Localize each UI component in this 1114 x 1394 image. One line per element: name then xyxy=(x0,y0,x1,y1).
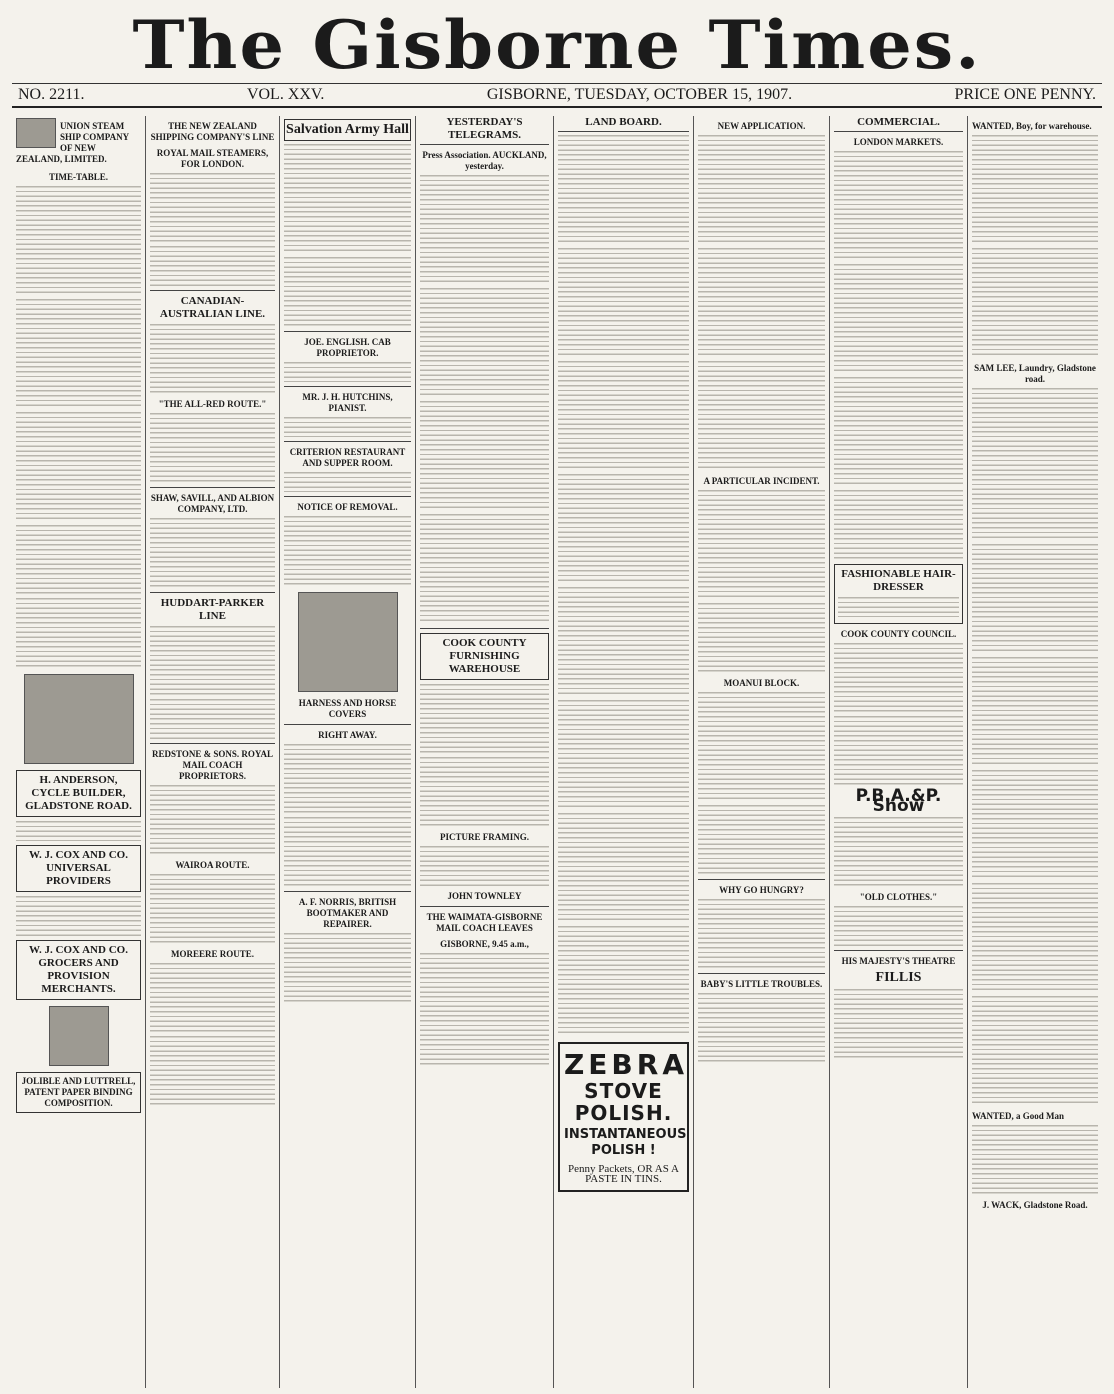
text-block xyxy=(698,490,825,600)
text-block xyxy=(972,883,1098,993)
text-block xyxy=(150,324,275,394)
divider xyxy=(150,487,275,488)
text-block xyxy=(972,770,1098,880)
divider xyxy=(150,592,275,593)
waimata-coach-ad: THE WAIMATA-GISBORNE MAIL COACH LEAVES xyxy=(426,912,543,933)
text-block xyxy=(972,135,1098,245)
price: PRICE ONE PENNY. xyxy=(954,86,1096,103)
particular-incident: A PARTICULAR INCIDENT. xyxy=(703,476,820,486)
nz-shipping-headline: THE NEW ZEALAND SHIPPING COMPANY'S LINE xyxy=(150,121,275,142)
divider xyxy=(284,724,411,725)
dateline xyxy=(12,84,1102,108)
divider xyxy=(284,496,411,497)
text-block xyxy=(558,135,689,245)
text-block xyxy=(16,525,141,595)
text-block xyxy=(420,757,549,827)
masthead-title: The Gisborne Times. xyxy=(132,5,982,84)
divider xyxy=(420,628,549,629)
text-block xyxy=(834,989,963,1059)
cox-providers-ad: W. J. COX AND CO. UNIVERSAL PROVIDERS xyxy=(16,845,141,892)
saddle-illustration xyxy=(298,592,398,692)
divider xyxy=(284,891,411,892)
london-markets: LONDON MARKETS. xyxy=(853,137,944,147)
text-block xyxy=(150,1036,275,1106)
divider xyxy=(284,386,411,387)
divider xyxy=(698,973,825,974)
cook-county-furnishing-ad: COOK COUNTY FURNISHING WAREHOUSE xyxy=(420,633,549,680)
john-townley-ad: JOHN TOWNLEY xyxy=(447,891,522,901)
column-7 xyxy=(830,116,968,1388)
moreere-route: MOREERE ROUTE. xyxy=(170,949,254,959)
cook-county-council: COOK COUNTY COUNCIL. xyxy=(840,629,957,639)
text-block xyxy=(284,933,411,1003)
text-block xyxy=(972,544,1098,654)
text-block xyxy=(150,874,275,944)
text-block xyxy=(698,993,825,1063)
text-block xyxy=(698,805,825,875)
text-block xyxy=(420,401,549,511)
text-block xyxy=(16,186,141,296)
text-block xyxy=(420,288,549,398)
old-clothes: "OLD CLOTHES." xyxy=(859,892,938,903)
text-block xyxy=(698,603,825,673)
trade-mark-illustration xyxy=(49,1006,109,1066)
union-steam-headline: UNION STEAM SHIP COMPANY OF NEW ZEALAND, LIMITED. xyxy=(16,121,129,164)
sam-lee-ad: SAM LEE, Laundry, Gladstone road. xyxy=(974,363,1096,384)
place-date: GISBORNE, TUESDAY, OCTOBER 15, 1907. xyxy=(486,86,793,103)
why-go-hungry: WHY GO HUNGRY? xyxy=(719,885,804,895)
text-block xyxy=(558,474,689,584)
column-3 xyxy=(280,116,416,1388)
canadian-australian-ad: CANADIAN-AUSTRALIAN LINE. xyxy=(159,295,266,320)
text-block xyxy=(284,144,411,254)
harness-ad: HARNESS AND HORSE COVERS xyxy=(298,698,397,719)
timetable-heading: TIME-TABLE. xyxy=(48,172,109,182)
text-block xyxy=(284,472,411,492)
column-1 xyxy=(12,116,146,1388)
text-block xyxy=(558,926,689,1036)
babys-little-troubles: BABY'S LITTLE TROUBLES. xyxy=(700,979,823,989)
nz-shipping-sub: ROYAL MAIL STEAMERS, FOR LONDON. xyxy=(156,148,269,169)
divider xyxy=(150,743,275,744)
text-block xyxy=(834,817,963,887)
text-block xyxy=(972,248,1098,358)
ship-logo-illustration xyxy=(16,118,56,148)
text-block xyxy=(698,248,825,358)
text-block xyxy=(698,361,825,471)
text-block xyxy=(150,699,275,739)
huddart-parker-ad: HUDDART-PARKER LINE xyxy=(160,597,265,622)
text-block xyxy=(558,700,689,810)
zebra-foot: Penny Packets, OR AS A PASTE IN TINS. xyxy=(568,1163,679,1185)
right-away-ad: RIGHT AWAY. xyxy=(318,730,377,740)
his-majestys-theatre: HIS MAJESTY'S THEATRE xyxy=(841,956,956,967)
text-block xyxy=(16,299,141,409)
wairoa-route: WAIROA ROUTE. xyxy=(175,860,250,870)
divider xyxy=(420,906,549,907)
salvation-army-headline: Salvation Army Hall xyxy=(284,119,411,141)
columns xyxy=(12,116,1102,1388)
text-block xyxy=(972,388,1098,428)
hairdresser-ad: FASHIONABLE HAIR- DRESSER xyxy=(834,564,963,624)
text-block xyxy=(420,175,549,285)
hutchins-ad: MR. J. H. HUTCHINS, PIANIST. xyxy=(302,392,393,413)
text-block xyxy=(284,362,411,382)
wanted-boy: WANTED, Boy, for warehouse. xyxy=(972,121,1092,131)
pba-show-headline: P.B.A.&P. Show xyxy=(855,786,942,816)
text-block xyxy=(284,516,411,586)
cyclist-illustration xyxy=(24,674,134,764)
text-block xyxy=(150,626,275,696)
text-block xyxy=(972,996,1098,1106)
cox-grocers-ad: W. J. COX AND CO. GROCERS AND PROVISION MERCHANTS. xyxy=(16,940,141,1000)
picture-framing-ad: PICTURE FRAMING. xyxy=(440,832,529,842)
zebra-name: ZEBRA xyxy=(564,1048,689,1081)
column-5 xyxy=(554,116,694,1388)
shaw-savill-ad: SHAW, SAVILL, AND ALBION COMPANY, LTD. xyxy=(150,493,275,514)
zebra-sub: STOVE POLISH. xyxy=(574,1079,673,1125)
text-block xyxy=(420,996,549,1066)
divider xyxy=(150,290,275,291)
text-block xyxy=(16,821,141,841)
zebra-tag: INSTANTANEOUS POLISH ! xyxy=(564,1127,687,1158)
column-6 xyxy=(694,116,830,1388)
text-block xyxy=(420,514,549,624)
anderson-ad: H. ANDERSON, CYCLE BUILDER, GLADSTONE ROAD. xyxy=(16,770,141,817)
text-block xyxy=(558,361,689,471)
column-4 xyxy=(416,116,554,1388)
redstone-coach-ad: REDSTONE & SONS. ROYAL MAIL COACH PROPRIETORS. xyxy=(151,749,274,781)
text-block xyxy=(834,643,963,713)
masthead xyxy=(12,6,1102,84)
divider xyxy=(698,879,825,880)
telegrams-sub: Press Association. AUCKLAND, yesterday. xyxy=(422,150,547,171)
text-block xyxy=(834,906,963,946)
new-application-headline: NEW APPLICATION. xyxy=(717,121,806,131)
text-block xyxy=(972,1125,1098,1195)
wanted-good-man: WANTED, a Good Man xyxy=(972,1111,1065,1121)
text-block xyxy=(420,846,549,886)
volume-number: VOL. XXV. xyxy=(246,86,325,103)
text-block xyxy=(150,518,275,588)
zebra-stove-polish-ad xyxy=(558,1042,689,1192)
text-block xyxy=(420,953,549,993)
all-red-route: "THE ALL-RED ROUTE." xyxy=(158,399,267,409)
divider xyxy=(834,950,963,951)
text-block xyxy=(558,248,689,358)
text-block xyxy=(420,684,549,754)
text-block xyxy=(284,417,411,437)
text-block xyxy=(972,431,1098,541)
text-block xyxy=(834,151,963,261)
text-block xyxy=(16,412,141,522)
land-board-headline: LAND BOARD. xyxy=(558,116,689,132)
text-block xyxy=(284,257,411,327)
issue-number: NO. 2211. xyxy=(18,86,85,103)
text-block xyxy=(834,716,963,786)
column-2 xyxy=(146,116,280,1388)
text-block xyxy=(150,413,275,483)
jolible-ad: JOLIBLE AND LUTTRELL, PATENT PAPER BINDING COMPOSITION. xyxy=(16,1072,141,1113)
waimata-coach-time: GISBORNE, 9.45 a.m., xyxy=(440,939,529,949)
commercial-headline: COMMERCIAL. xyxy=(834,116,963,132)
text-block xyxy=(284,817,411,887)
text-block xyxy=(150,173,275,243)
wack-ad: J. WACK, Gladstone Road. xyxy=(982,1200,1088,1210)
joe-english-ad: JOE. ENGLISH. CAB PROPRIETOR. xyxy=(304,337,391,358)
text-block xyxy=(16,896,141,936)
divider xyxy=(284,331,411,332)
text-block xyxy=(972,657,1098,767)
fillis-headline: FILLIS xyxy=(875,970,922,986)
text-block xyxy=(698,135,825,245)
criterion-ad: CRITERION RESTAURANT AND SUPPER ROOM. xyxy=(289,447,406,468)
text-block xyxy=(698,692,825,802)
text-block xyxy=(150,785,275,855)
telegrams-headline: YESTERDAY'S TELEGRAMS. xyxy=(420,116,549,145)
column-8 xyxy=(968,116,1102,1388)
divider xyxy=(284,441,411,442)
text-block xyxy=(150,963,275,1033)
moanui-block: MOANUI BLOCK. xyxy=(723,678,800,688)
text-block xyxy=(834,377,963,487)
text-block xyxy=(834,264,963,374)
norris-ad: A. F. NORRIS, BRITISH BOOTMAKER AND REPAIRER. xyxy=(298,897,397,929)
text-block xyxy=(698,899,825,969)
text-block xyxy=(284,744,411,814)
text-block xyxy=(558,813,689,923)
text-block xyxy=(834,490,963,560)
text-block xyxy=(558,587,689,697)
text-block xyxy=(150,246,275,286)
text-block xyxy=(16,598,141,668)
notice-of-removal: NOTICE OF REMOVAL. xyxy=(297,502,398,512)
